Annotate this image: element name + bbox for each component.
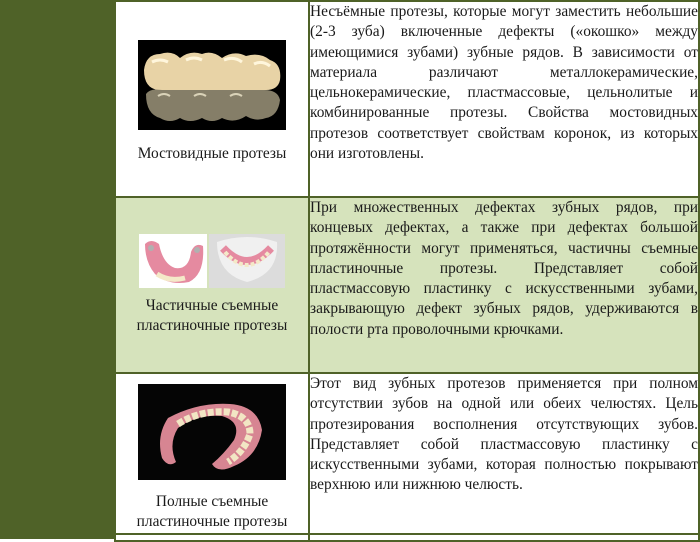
row-description: Несъёмные протезы, которые могут заместить небольшие (2-3 зуба) включенные дефекты («окошко» между имеющимися зубами) зубные рядов. В зависимости от материала различают металлокерамические, цельнокерамические, пластмассовые, цельнолитые и комбинированные протезы. Свойства мостовидных протезов соответствует свойствам коронок, из которых они изготовлены.: [309, 1, 699, 197]
table-row: [115, 534, 699, 541]
table-row: [115, 1, 699, 197]
image-cell: [115, 197, 309, 373]
image-cell: [115, 373, 309, 534]
table-row: [115, 197, 699, 373]
sidebar-decoration: [0, 0, 114, 539]
row-description: При множественных дефектах зубных рядов, при концевых дефектах, а также при дефектах большой протяжённости могут применяться, частичны съемные пластиночные протезы. Представляет собой пластмассовую пластинку с искусственными зубами, закрывающую дефект зубных рядов, удерживаются в полости рта проволочными крючками.: [309, 197, 699, 373]
partial-denture-photo: [139, 234, 285, 288]
bridge-prosthesis-photo: [138, 40, 286, 130]
prosthesis-table: [114, 0, 700, 542]
image-cell: [115, 1, 309, 197]
table-row: [115, 373, 699, 534]
image-cell: [115, 534, 309, 541]
row-description: Этот вид зубных протезов применяется при полном отсутствии зубов на одной или обеих челюстях. Цель протезирования восполнения отсутствующих зубов. Представляет собой пластмассовую пластинку с искусственными зубами, которая полностью покрывают верхнюю или нижнюю челюсть.: [309, 373, 699, 534]
text-cell: [309, 534, 699, 541]
row-caption: Полные съемные пластиночные протезы: [136, 493, 288, 531]
row-caption: Мостовидные протезы: [137, 145, 287, 162]
complete-denture-photo: [138, 384, 286, 480]
row-caption: Частичные съемные пластиночные протезы: [136, 297, 288, 335]
